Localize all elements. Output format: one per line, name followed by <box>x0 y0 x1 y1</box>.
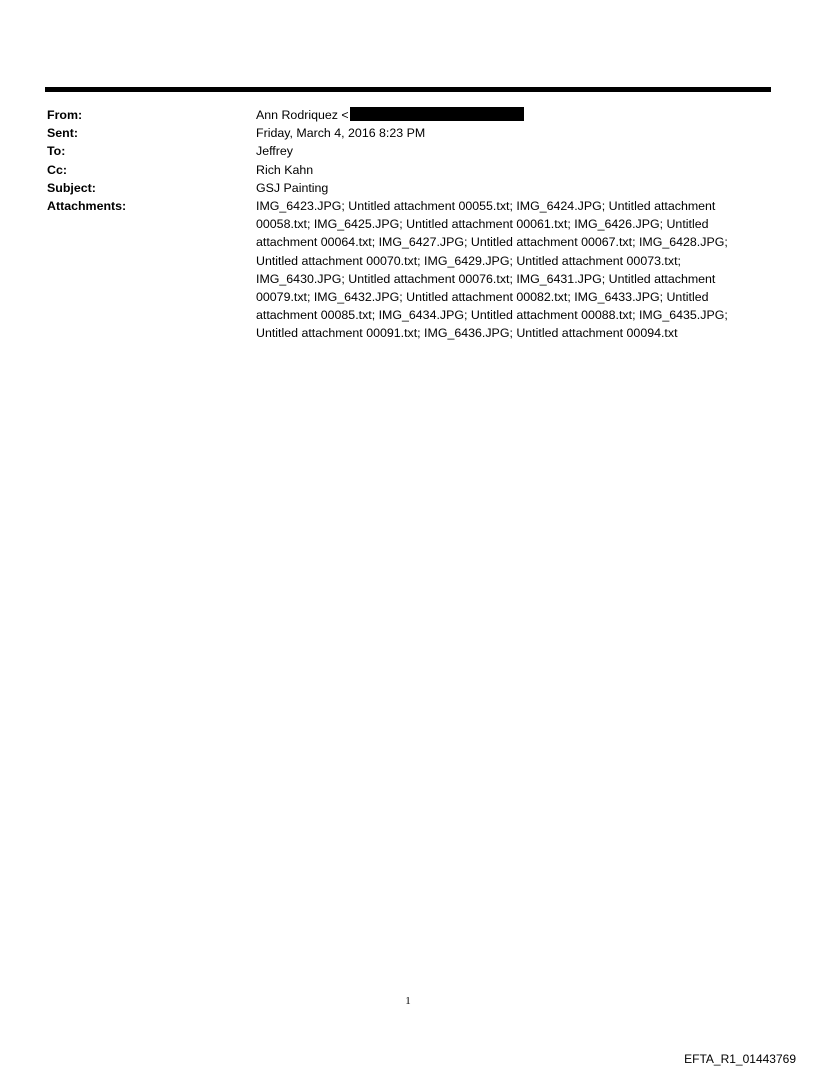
cc-row <box>47 161 757 179</box>
to-value: Jeffrey <box>256 144 293 159</box>
subject-row <box>47 179 757 197</box>
attachments-row <box>47 197 757 343</box>
to-label: To: <box>47 144 66 159</box>
page-number: 1 <box>405 995 411 1007</box>
sent-label: Sent: <box>47 126 78 141</box>
attachments-label: Attachments: <box>47 199 127 214</box>
to-row <box>47 142 757 160</box>
from-text: Ann Rodriquez < <box>256 108 349 122</box>
from-label: From: <box>47 108 83 122</box>
from-value <box>256 106 757 124</box>
from-row <box>47 106 757 124</box>
email-header <box>47 106 757 343</box>
subject-value: GSJ Painting <box>256 180 329 195</box>
redaction-box <box>350 107 524 121</box>
header-rule <box>45 87 771 92</box>
cc-value: Rich Kahn <box>256 162 314 177</box>
cc-label: Cc: <box>47 162 67 177</box>
bates-number: EFTA_R1_01443769 <box>684 1052 796 1066</box>
sent-row <box>47 124 757 142</box>
attachments-list: IMG_6423.JPG; Untitled attachment 00055.txt; IMG_6424.JPG; Untitled attachment 00058.txt; IMG_6425.JPG; Untitled attachment 00061.txt; IMG_6426.JPG; Untitled attachment 00064.txt; IMG_6427.JPG; Untitled attachment 00067.txt; IMG_6428.JPG; Untitled attachment 00070.txt; IMG_6429.JPG; Untitled attachment 00073.txt; IMG_6430.JPG; Untitled attachment 00076.txt; IMG_6431.JPG; Untitled attachment 00079.txt; IMG_6432.JPG; Untitled attachment 00082.txt; IMG_6433.JPG; Untitled attachment 00085.txt; IMG_6434.JPG; Untitled attachment 00088.txt; IMG_6435.JPG; Untitled attachment 00091.txt; IMG_6436.JPG; Untitled attachment 00094.txt <box>256 199 728 341</box>
sent-value: Friday, March 4, 2016 8:23 PM <box>256 126 426 141</box>
subject-label: Subject: <box>47 180 96 195</box>
